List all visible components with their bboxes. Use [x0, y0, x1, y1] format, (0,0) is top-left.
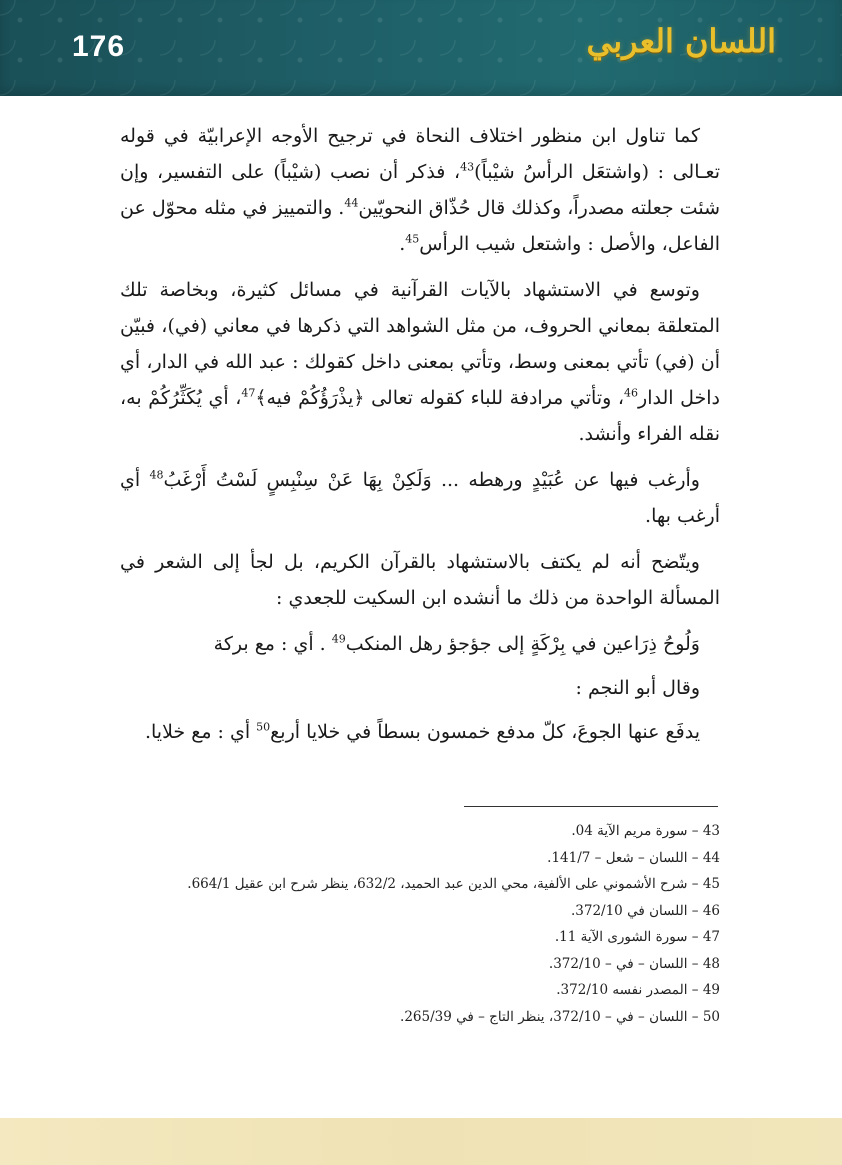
footnote-43: 43 – سورة مريم الآية 04.: [571, 823, 720, 839]
footnote-48: 48 – اللسان – في – 372/10.: [548, 955, 720, 972]
footnote-47: 47 – سورة الشورى الآية 11.: [554, 929, 720, 945]
paragraph-6: وقال أبو النجم :: [575, 677, 700, 699]
paragraph-7-verse: يدفَع عنها الجوعَ، كلّ مدفع خمسون بسطاً في خلايا أربع$^{50}$ أي : مع خلايا.: [144, 720, 700, 743]
paragraph-1: كما تناول ابن منظور اختلاف النحاة في ترجيح الأوجه الإعرابيّة في قوله تعـالى : (واشتعَل الرأسُ شيْباً)$^{43}$، فذكر أن نصب (شيْباً) على التفسير، وإن شئت جعلته مصدراً، وكذلك قال حُذّاق النحويّين$^{44}$. والتمييز في مثله محوّل عن الفاعل، والأصل : واشتعل شيب الرأس$^{45}$.: [120, 125, 721, 255]
footnote-ref: 46: [624, 386, 639, 400]
paragraph-4: ويتّضح أنه لم يكتف بالاستشهاد بالقرآن الكريم، بل لجأ إلى الشعر في المسألة الواحدة من ذلك ما أنشده ابن السكيت للجعدي :: [120, 551, 720, 609]
main-text: [120, 118, 720, 760]
paragraph-2: وتوسع في الاستشهاد بالآيات القرآنية في مسائل كثيرة، وبخاصة تلك المتعلقة بمعاني الحروف، من مثل الشواهد التي ذكرها في معاني (في)، فبيّن أن (في) تأتي بمعنى وسط، وتأتي بمعنى داخل كقولك : عبد الله في الدار، أي داخل الدار$^{46}$، وتأتي مرادفة للباء كقوله تعالى ﴿يذْرَؤُكُمْ فيه﴾$^{47}$، أي يُكَثِّرُكُمْ به، نقله الفراء وأنشد.: [120, 279, 720, 445]
footnote-45: 45 – شرح الأشموني على الألفية، محي الدين عبد الحميد، 632/2، ينظر شرح ابن عقيل 664/1.: [187, 876, 720, 892]
paragraph-3-verse: وأرغب فيها عن عُبَيْدٍ ورهطه ... وَلَكِنْ بِهَا عَنْ سِنْبِسٍ لَسْتُ أَرْغَبُ$^{48}$ أي أرغب بها.: [120, 468, 720, 527]
page-header: [0, 0, 842, 96]
footnote-ref: 48: [149, 468, 164, 482]
footnote-ref: 44: [344, 196, 359, 210]
page-number: 176: [72, 30, 126, 63]
footnote-46: 46 – اللسان في 372/10.: [570, 902, 720, 919]
footnote-ref: 45: [405, 232, 420, 246]
footnote-ref: 49: [331, 632, 346, 646]
footnote-divider: [464, 806, 718, 807]
footnote-50: 50 – اللسان – في – 372/10، ينظر التاج – في 265/39.: [400, 1008, 720, 1025]
footnote-ref: 47: [241, 386, 256, 400]
footnote-49: 49 – المصدر نفسه 372/10.: [556, 982, 720, 998]
footnote-ref: 50: [256, 720, 271, 734]
page-footer-band: [0, 1118, 842, 1165]
paragraph-5-verse: وَلُوحُ ذِرَاعين في بِرْكَةٍ إلى جؤجؤ رهل المنكب$^{49}$ . أي : مع بركة: [213, 632, 700, 655]
footnote-ref: 43: [460, 160, 475, 174]
footnote-44: 44 – اللسان – شعل – 141/7.: [547, 849, 720, 866]
journal-logo: اللسان العربي: [586, 22, 776, 60]
footnotes: [120, 818, 720, 1030]
